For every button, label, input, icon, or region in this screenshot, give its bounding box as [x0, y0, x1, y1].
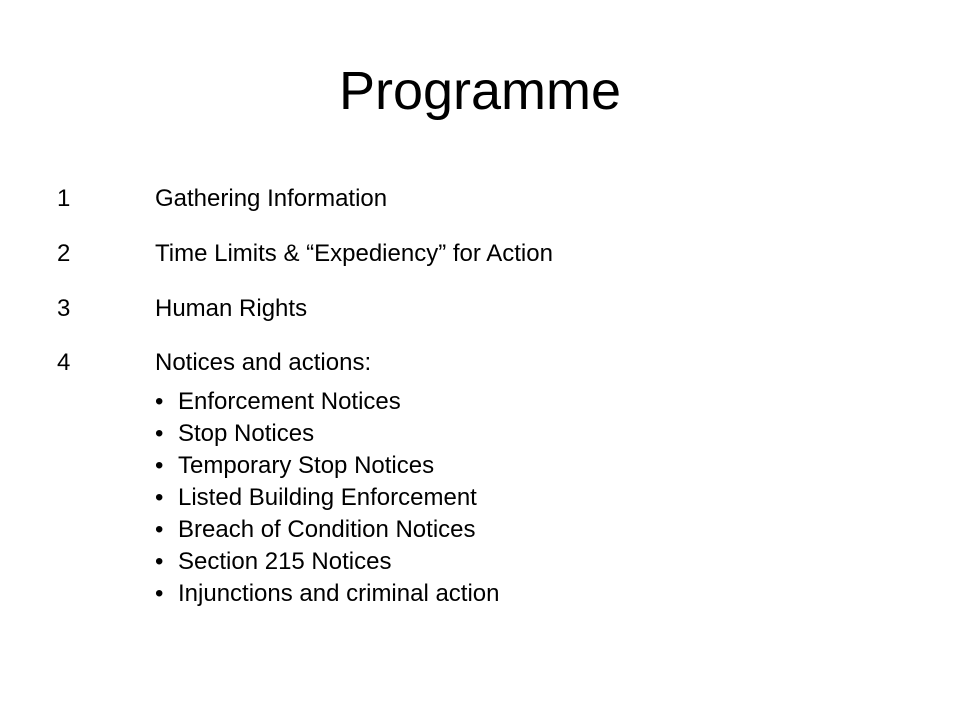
- item-number: 4: [57, 349, 71, 376]
- bullet-icon: •: [155, 452, 164, 479]
- programme-item-3: [0, 292, 960, 326]
- item-label: Human Rights: [155, 295, 308, 322]
- sub-list-item: [155, 546, 500, 578]
- item-number: 2: [57, 240, 71, 267]
- sub-list-item: [155, 514, 500, 546]
- sub-item-label: Injunctions and criminal action: [178, 580, 500, 607]
- sub-item-label: Breach of Condition Notices: [178, 516, 476, 543]
- notices-sub-list: [155, 386, 500, 610]
- programme-item-4: [0, 346, 960, 380]
- sub-list-item: [155, 386, 500, 418]
- programme-item-1: [0, 182, 960, 216]
- bullet-icon: •: [155, 420, 164, 447]
- sub-list-item: [155, 450, 500, 482]
- sub-item-label: Temporary Stop Notices: [178, 452, 435, 479]
- sub-item-label: Stop Notices: [178, 420, 315, 447]
- bullet-icon: •: [155, 484, 164, 511]
- item-label: Notices and actions:: [155, 349, 372, 376]
- item-number: 1: [57, 185, 71, 212]
- item-number: 3: [57, 295, 71, 322]
- sub-item-label: Enforcement Notices: [178, 388, 401, 415]
- item-label: Time Limits & “Expediency” for Action: [155, 240, 553, 267]
- sub-list-item: [155, 418, 500, 450]
- item-label: Gathering Information: [155, 185, 388, 212]
- programme-item-2: [0, 237, 960, 271]
- sub-item-label: Listed Building Enforcement: [178, 484, 477, 511]
- sub-list-item: [155, 482, 500, 514]
- slide-title: Programme: [338, 61, 622, 121]
- sub-list-item: [155, 578, 500, 610]
- bullet-icon: •: [155, 388, 164, 415]
- bullet-icon: •: [155, 580, 164, 607]
- bullet-icon: •: [155, 548, 164, 575]
- sub-item-label: Section 215 Notices: [178, 548, 392, 575]
- bullet-icon: •: [155, 516, 164, 543]
